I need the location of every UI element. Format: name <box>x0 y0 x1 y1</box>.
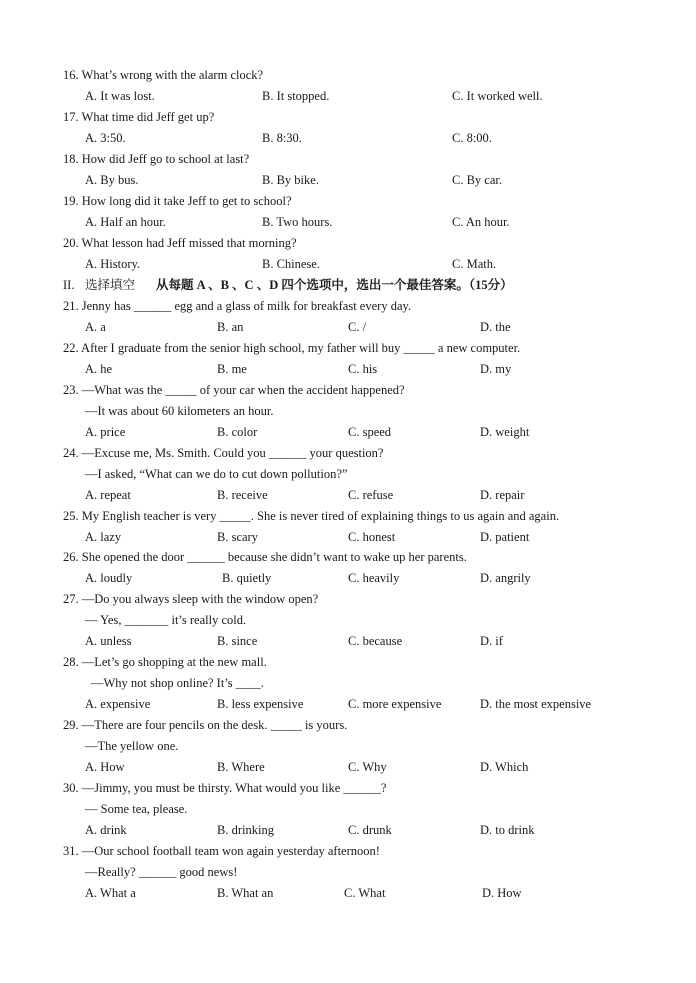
option-b: B. Two hours. <box>262 215 333 229</box>
dialogue-text: —It was about 60 kilometers an hour. <box>85 404 274 418</box>
question-stem: 23. —What was the _____ of your car when the accident happened? <box>63 383 405 397</box>
option-b: B. me <box>217 362 247 376</box>
question-16 <box>0 65 696 86</box>
option-a: A. unless <box>85 634 132 648</box>
option-b: B. an <box>217 320 244 334</box>
section-number: II. <box>63 278 75 292</box>
question-stem: 21. Jenny has ______ egg and a glass of milk for breakfast every day. <box>63 299 412 313</box>
option-a: A. repeat <box>85 488 131 502</box>
option-a: A. What a <box>85 886 136 900</box>
option-c: C. drunk <box>348 823 392 837</box>
question-23 <box>0 380 696 401</box>
options-19 <box>0 212 696 233</box>
dialogue-text: —The yellow one. <box>85 739 179 753</box>
dialogue-text: —Really? ______ good news! <box>85 865 238 879</box>
option-b: B. less expensive <box>217 697 304 711</box>
option-c: C. speed <box>348 425 392 439</box>
option-c: C. more expensive <box>348 697 442 711</box>
question-stem: 16. What’s wrong with the alarm clock? <box>63 68 264 82</box>
option-c: C. refuse <box>348 488 394 502</box>
option-c: C. / <box>348 320 367 334</box>
option-a: A. Half an hour. <box>85 215 166 229</box>
option-b: B. By bike. <box>262 173 319 187</box>
option-d: D. Which <box>480 760 529 774</box>
option-b: B. drinking <box>217 823 274 837</box>
option-b: B. color <box>217 425 258 439</box>
options-30 <box>0 820 696 841</box>
option-c: C. Math. <box>452 257 497 271</box>
options-23 <box>0 422 696 443</box>
dialogue-line <box>0 673 696 694</box>
question-stem: 27. —Do you always sleep with the window open? <box>63 592 319 606</box>
question-stem: 28. —Let’s go shopping at the new mall. <box>63 655 267 669</box>
question-28 <box>0 652 696 673</box>
option-b: B. scary <box>217 530 258 544</box>
question-stem: 30. —Jimmy, you must be thirsty. What would you like ______? <box>63 781 387 795</box>
option-a: A. By bus. <box>85 173 139 187</box>
question-30 <box>0 778 696 799</box>
options-20 <box>0 254 696 275</box>
options-21 <box>0 317 696 338</box>
question-25 <box>0 506 696 527</box>
option-a: A. lazy <box>85 530 122 544</box>
question-stem: 18. How did Jeff go to school at last? <box>63 152 250 166</box>
options-28 <box>0 694 696 715</box>
question-24 <box>0 443 696 464</box>
dialogue-line <box>0 736 696 757</box>
options-18 <box>0 170 696 191</box>
option-c: C. his <box>348 362 378 376</box>
question-stem: 31. —Our school football team won again yesterday afternoon! <box>63 844 380 858</box>
question-22 <box>0 338 696 359</box>
options-16 <box>0 86 696 107</box>
option-c: C. By car. <box>452 173 502 187</box>
question-20 <box>0 233 696 254</box>
question-stem: 20. What lesson had Jeff missed that morning? <box>63 236 297 250</box>
option-c: C. because <box>348 634 403 648</box>
option-c: C. It worked well. <box>452 89 543 103</box>
question-stem: 22. After I graduate from the senior high school, my father will buy _____ a new computer. <box>63 341 521 355</box>
option-b: B. What an <box>217 886 274 900</box>
option-b: B. 8:30. <box>262 131 302 145</box>
option-d: D. the <box>480 320 511 334</box>
section-instruction: 从每题 A 、B 、C 、D 四个选项中，选出一个最佳答案。（15分） <box>156 278 513 292</box>
option-c: C. An hour. <box>452 215 510 229</box>
option-d: D. the most expensive <box>480 697 592 711</box>
question-18 <box>0 149 696 170</box>
options-22 <box>0 359 696 380</box>
question-stem: 19. How long did it take Jeff to get to school? <box>63 194 292 208</box>
options-26 <box>0 568 696 589</box>
options-31 <box>0 883 696 904</box>
option-a: A. History. <box>85 257 141 271</box>
options-24 <box>0 485 696 506</box>
option-d: D. How <box>482 886 522 900</box>
option-a: A. It was lost. <box>85 89 155 103</box>
option-d: D. my <box>480 362 512 376</box>
question-31 <box>0 841 696 862</box>
question-stem: 26. She opened the door ______ because she didn’t want to wake up her parents. <box>63 550 467 564</box>
option-a: A. 3:50. <box>85 131 126 145</box>
question-27 <box>0 589 696 610</box>
question-stem: 25. My English teacher is very _____. She is never tired of explaining things to us again and again. <box>63 509 560 523</box>
section-heading <box>0 275 696 296</box>
option-a: A. he <box>85 362 113 376</box>
option-c: C. Why <box>348 760 387 774</box>
option-a: A. a <box>85 320 106 334</box>
dialogue-line <box>0 862 696 883</box>
option-d: D. patient <box>480 530 530 544</box>
question-stem: 29. —There are four pencils on the desk. _____ is yours. <box>63 718 348 732</box>
option-d: D. angrily <box>480 571 531 585</box>
option-b: B. Where <box>217 760 265 774</box>
dialogue-line <box>0 610 696 631</box>
option-b: B. Chinese. <box>262 257 320 271</box>
option-b: B. since <box>217 634 258 648</box>
section-title: 选择填空 <box>85 278 136 292</box>
dialogue-text: —I asked, “What can we do to cut down pollution?” <box>85 467 348 481</box>
option-d: D. to drink <box>480 823 535 837</box>
option-c: C. honest <box>348 530 396 544</box>
options-27 <box>0 631 696 652</box>
dialogue-text: — Yes, _______ it’s really cold. <box>85 613 247 627</box>
question-29 <box>0 715 696 736</box>
option-d: D. repair <box>480 488 525 502</box>
dialogue-line <box>0 799 696 820</box>
option-b: B. quietly <box>222 571 272 585</box>
option-d: D. weight <box>480 425 530 439</box>
option-c: C. What <box>344 886 386 900</box>
options-25 <box>0 527 696 548</box>
option-c: C. 8:00. <box>452 131 492 145</box>
options-17 <box>0 128 696 149</box>
option-b: B. receive <box>217 488 268 502</box>
option-c: C. heavily <box>348 571 400 585</box>
dialogue-text: — Some tea, please. <box>85 802 188 816</box>
option-a: A. expensive <box>85 697 151 711</box>
option-a: A. loudly <box>85 571 133 585</box>
question-stem: 24. —Excuse me, Ms. Smith. Could you ______ your question? <box>63 446 384 460</box>
option-d: D. if <box>480 634 503 648</box>
option-a: A. drink <box>85 823 127 837</box>
dialogue-text: —Why not shop online? It’s ____. <box>91 676 264 690</box>
options-29 <box>0 757 696 778</box>
question-19 <box>0 191 696 212</box>
dialogue-line <box>0 464 696 485</box>
question-17 <box>0 107 696 128</box>
question-21 <box>0 296 696 317</box>
option-a: A. How <box>85 760 125 774</box>
question-stem: 17. What time did Jeff get up? <box>63 110 215 124</box>
question-26 <box>0 547 696 568</box>
option-b: B. It stopped. <box>262 89 330 103</box>
dialogue-line <box>0 401 696 422</box>
option-a: A. price <box>85 425 126 439</box>
